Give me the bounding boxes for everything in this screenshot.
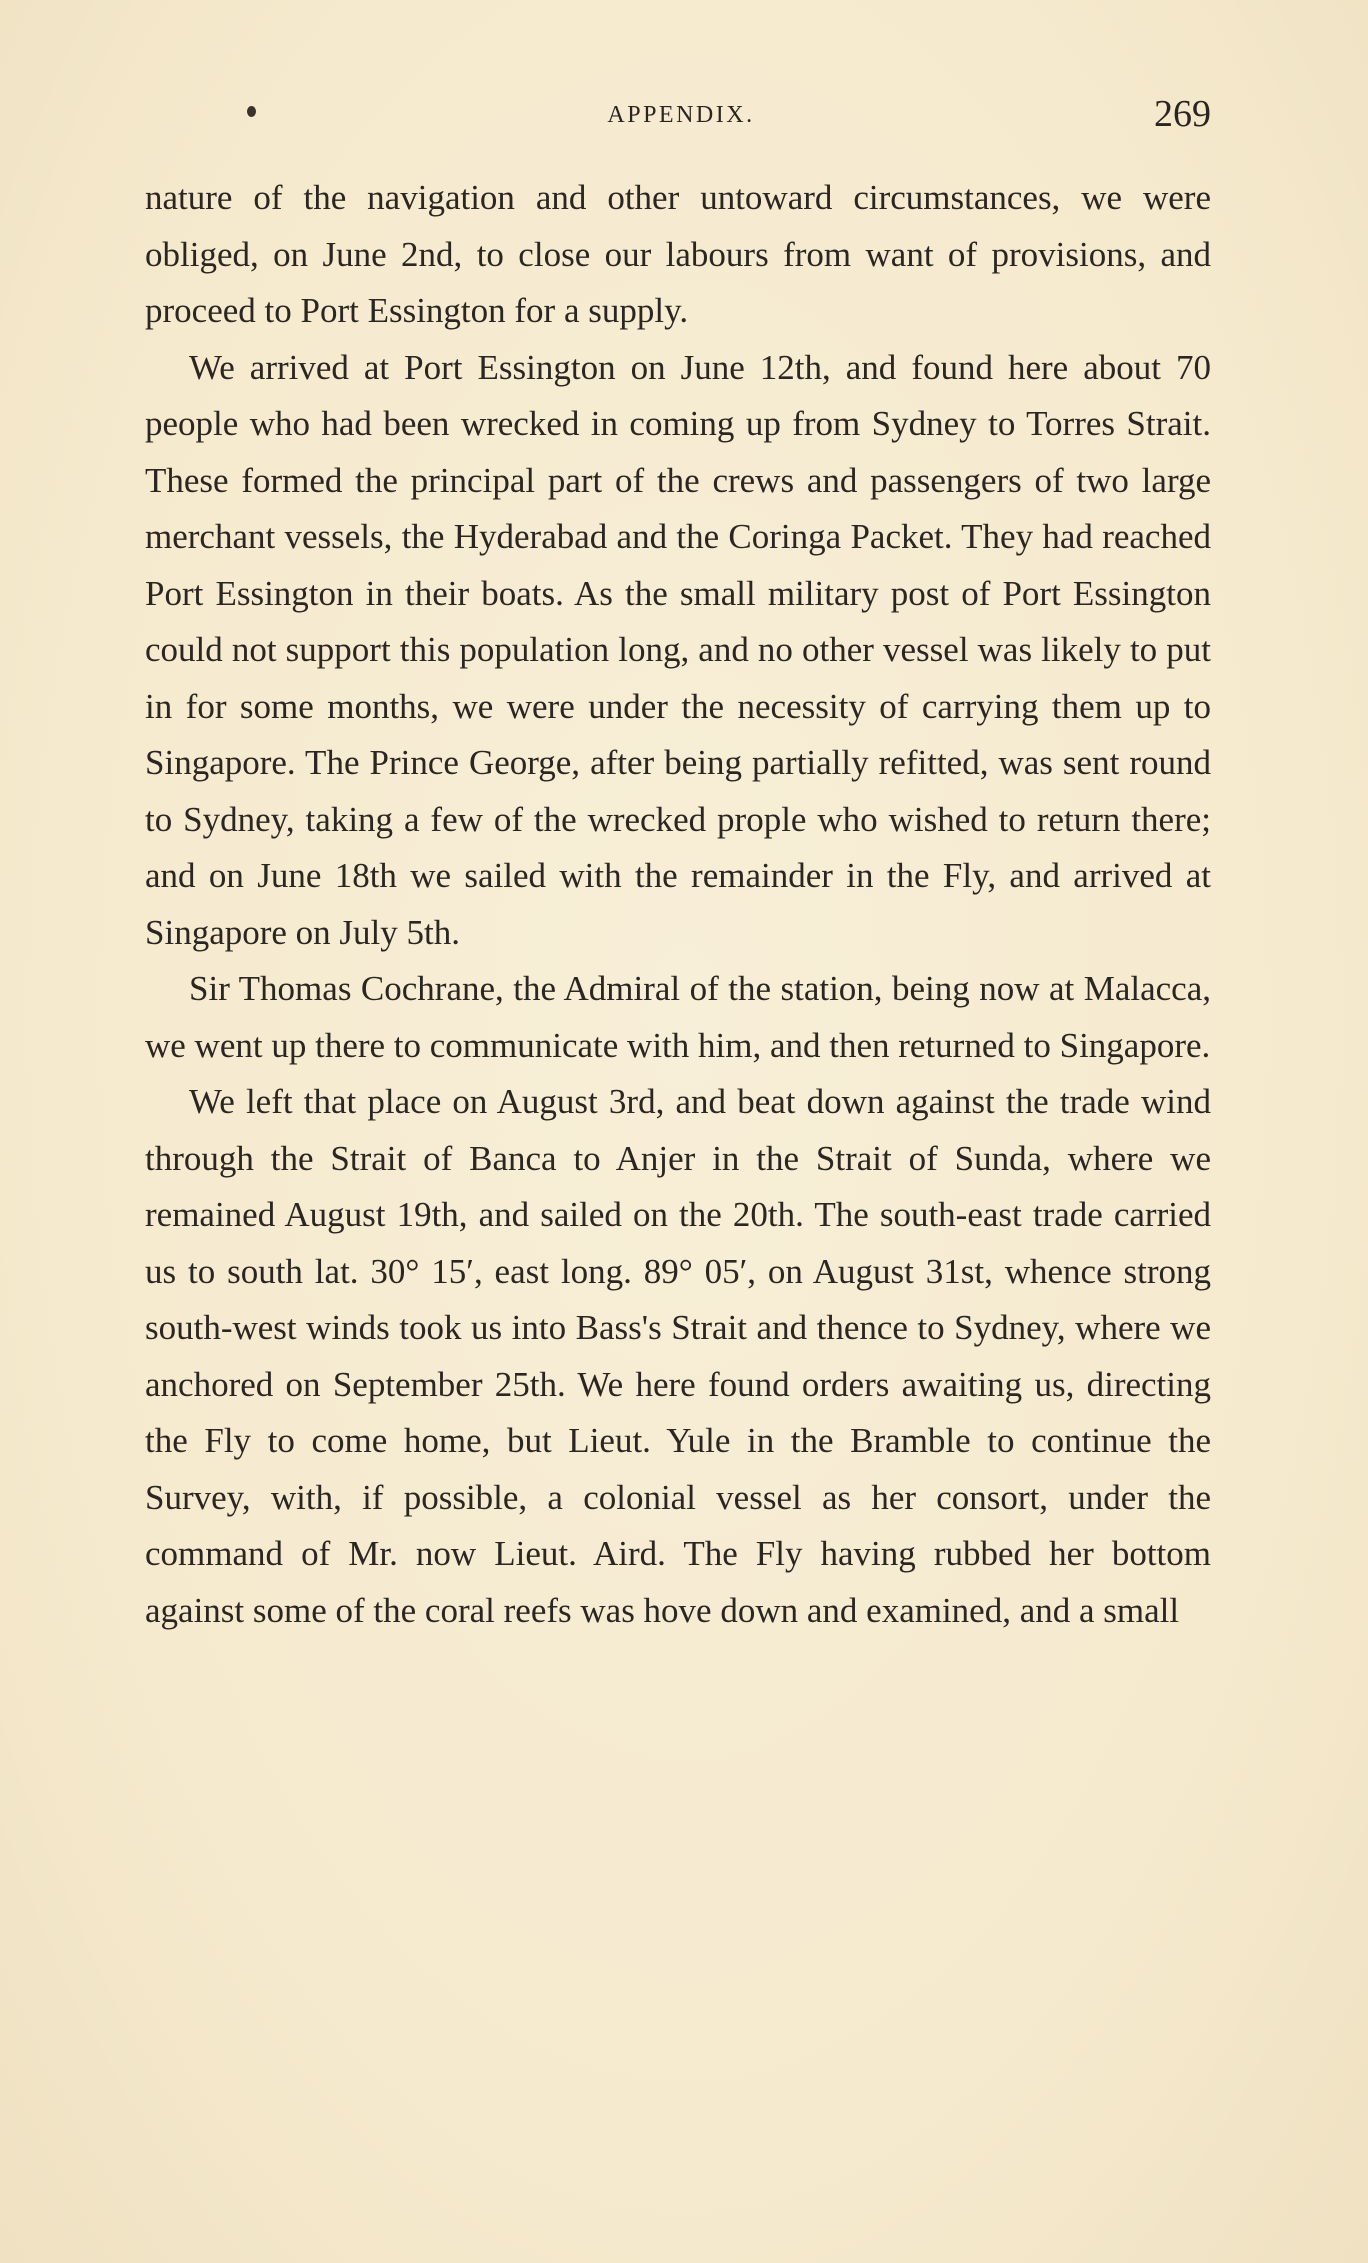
paragraph-1: nature of the navigation and other untoward circumstances, we were obliged, on June 2nd, to close our labours from want of provisions, and proceed to Port Essington for a supply. — [145, 178, 1211, 330]
running-head-title: APPENDIX. — [607, 102, 755, 128]
paragraph-2: We arrived at Port Essington on June 12th, and found here about 70 people who had been wrecked in coming up from Sydney to Torres Strait. These formed the principal part of the crews and passengers of two large merchant vessels, the Hyderabad and the Coringa Packet. They had reached Port Essington in their boats. As the small military post of Port Essington could not support this population long, and no other vessel was likely to put in for some months, we were under the necessity of carrying them up to Singapore. The Prince George, after being partially refitted, was sent round to Sydney, taking a few of the wrecked prople who wished to return there; and on June 18th we sailed with the remainder in the Fly, and arrived at Singapore on July 5th. — [145, 347, 1211, 952]
page-number: 269 — [1154, 93, 1211, 135]
running-head — [145, 92, 1217, 142]
paragraph-4: We left that place on August 3rd, and beat down against the trade wind through the Strait of Banca to Anjer in the Strait of Sunda, where we remained August 19th, and sailed on the 20th. The south-east trade carried us to south lat. 30° 15′, east long. 89° 05′, on August 31st, whence strong south-west winds took us into Bass's Strait and thence to Sydney, where we anchored on September 25th. We here found orders awaiting us, directing the Fly to come home, but Lieut. Yule in the Bramble to continue the Survey, with, if possible, a colonial vessel as her consort, under the command of Mr. now Lieut. Aird. The Fly having rubbed her bottom against some of the coral reefs was hove down and examined, and a small — [145, 1082, 1211, 1630]
paragraph-3: Sir Thomas Cochrane, the Admiral of the station, being now at Malacca, we went up there to communicate with him, and then returned to Singapore. — [145, 969, 1211, 1065]
body-text — [145, 170, 1211, 1639]
